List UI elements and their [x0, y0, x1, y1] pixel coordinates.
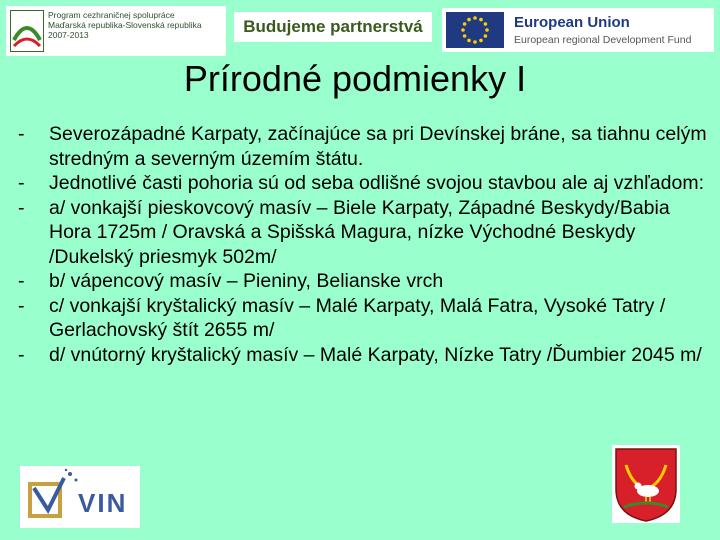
bullet-dash: - — [18, 270, 25, 292]
list-item — [18, 171, 708, 196]
program-line-1: Program cezhraničnej spolupráce — [48, 10, 175, 20]
program-logo-text — [48, 10, 202, 40]
partnership-logo — [234, 12, 432, 42]
list-item — [18, 343, 708, 368]
program-logo — [6, 6, 226, 56]
vin-logo — [20, 466, 140, 528]
eu-title: European Union — [514, 14, 630, 31]
slide-title: Prírodné podmienky I — [183, 58, 527, 99]
list-item — [18, 196, 708, 270]
bullet-dash: - — [18, 196, 25, 219]
partnership-label: Budujeme partnerstvá — [243, 17, 423, 36]
vin-logo-text: VIN — [78, 488, 128, 518]
list-item — [18, 294, 708, 343]
bullet-text: d/ vnútorný kryštalický masív – Malé Karpaty, Nízke Tatry /Ďumbier 2045 m/ — [49, 343, 702, 366]
bullet-text: b/ vápencový masív – Pieniny, Belianske vrch — [49, 270, 444, 292]
program-emblem-icon — [10, 10, 44, 52]
bullet-dash: - — [18, 123, 25, 145]
bullet-text: c/ vonkajší kryštalický masív – Malé Karpaty, Malá Fatra, Vysoké Tatry / Gerlachovský štít 2655 m/ — [49, 294, 666, 341]
bullet-dash: - — [18, 172, 25, 194]
program-line-2: Maďarská republika-Slovenská republika — [48, 20, 202, 30]
bullet-list — [18, 122, 708, 367]
eu-flag-icon — [446, 12, 504, 48]
bullet-dash: - — [18, 294, 25, 317]
list-item — [18, 122, 708, 171]
coat-of-arms-icon — [612, 445, 680, 523]
bullet-text: Jednotlivé časti pohoria sú od seba odlišné svojou stavbou ale aj vzhľadom: — [49, 172, 705, 194]
coat-of-arms — [612, 445, 680, 523]
bullet-dash: - — [18, 343, 25, 366]
program-line-3: 2007-2013 — [48, 30, 89, 40]
eu-subtitle: European regional Development Fund — [514, 34, 692, 46]
bullet-text: Severozápadné Karpaty, začínajúce sa pri Devínskej bráne, sa tiahnu celým stredným a severným územím štátu. — [49, 123, 707, 170]
eu-logo — [442, 8, 714, 52]
list-item — [18, 269, 708, 294]
bullet-text: a/ vonkajší pieskovcový masív – Biele Karpaty, Západné Beskydy/Babia Hora 1725m / Oravská a Spišská Magura, nízke Východné Beskydy /Dukelský priesmyk 502m/ — [49, 196, 670, 268]
